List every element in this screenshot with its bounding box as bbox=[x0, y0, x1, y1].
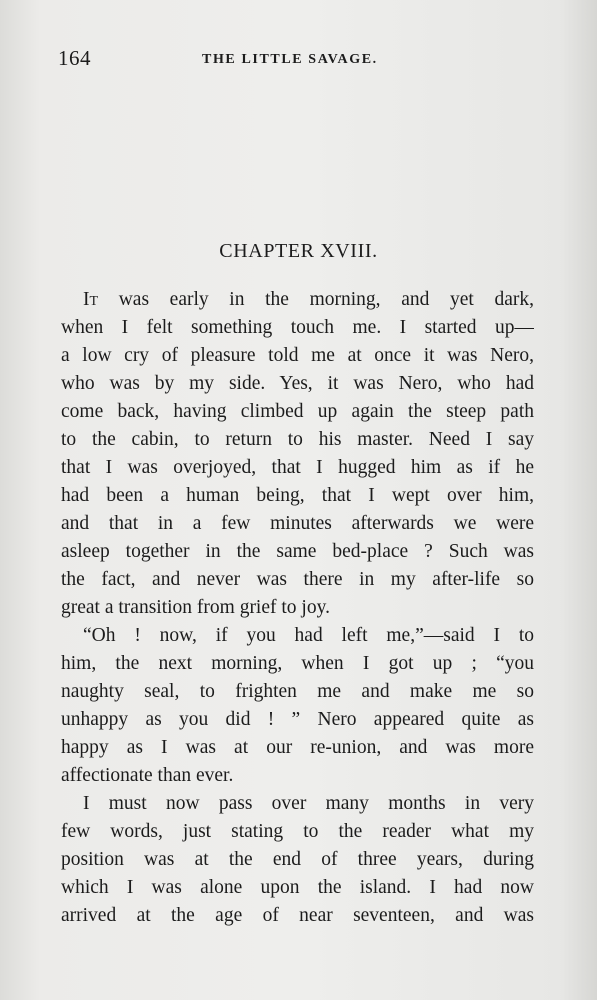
text-line: affectionate than ever. bbox=[61, 765, 234, 786]
text-line: I must now pass over many months in very bbox=[83, 793, 534, 814]
text-line bbox=[61, 286, 534, 314]
text-line: asleep together in the same bed-place ? Such was bbox=[61, 541, 534, 562]
body-text bbox=[61, 286, 534, 930]
text-line: to the cabin, to return to his master. Need I say bbox=[61, 429, 534, 450]
text-line: who was by my side. Yes, it was Nero, who had bbox=[61, 373, 534, 394]
text-line: arrived at the age of near seventeen, and was bbox=[61, 905, 534, 926]
text-line: come back, having climbed up again the steep path bbox=[61, 401, 534, 422]
text-line: few words, just stating to the reader what my bbox=[61, 821, 534, 842]
paragraph-2 bbox=[61, 622, 534, 790]
text-line-rest: was early in the morning, and yet dark, bbox=[118, 289, 534, 310]
text-line: him, the next morning, when I got up ; “you bbox=[61, 653, 534, 674]
text-line: the fact, and never was there in my after-life so bbox=[61, 569, 534, 590]
text-line: unhappy as you did ! ” Nero appeared quite as bbox=[61, 709, 534, 730]
text-line: which I was alone upon the island. I had now bbox=[61, 877, 534, 898]
page-number: 164 bbox=[58, 46, 91, 70]
page-header bbox=[58, 46, 538, 76]
text-line: when I felt something touch me. I started up— bbox=[61, 317, 534, 338]
text-line: that I was overjoyed, that I hugged him as if he bbox=[61, 457, 534, 478]
text-line: “Oh ! now, if you had left me,”—said I to bbox=[83, 625, 534, 646]
text-line: a low cry of pleasure told me at once it was Nero, bbox=[61, 345, 534, 366]
running-head: THE LITTLE SAVAGE. bbox=[202, 52, 378, 67]
drop-word: It bbox=[83, 289, 99, 310]
chapter-title: CHAPTER XVIII. bbox=[219, 240, 378, 262]
paragraph-1 bbox=[61, 286, 534, 622]
paragraph-3 bbox=[61, 790, 534, 930]
text-line: position was at the end of three years, during bbox=[61, 849, 534, 870]
text-line: and that in a few minutes afterwards we were bbox=[61, 513, 534, 534]
text-line: naughty seal, to frighten me and make me so bbox=[61, 681, 534, 702]
text-line: great a transition from grief to joy. bbox=[61, 597, 330, 618]
text-line: had been a human being, that I wept over him, bbox=[61, 485, 534, 506]
text-line: happy as I was at our re-union, and was more bbox=[61, 737, 534, 758]
